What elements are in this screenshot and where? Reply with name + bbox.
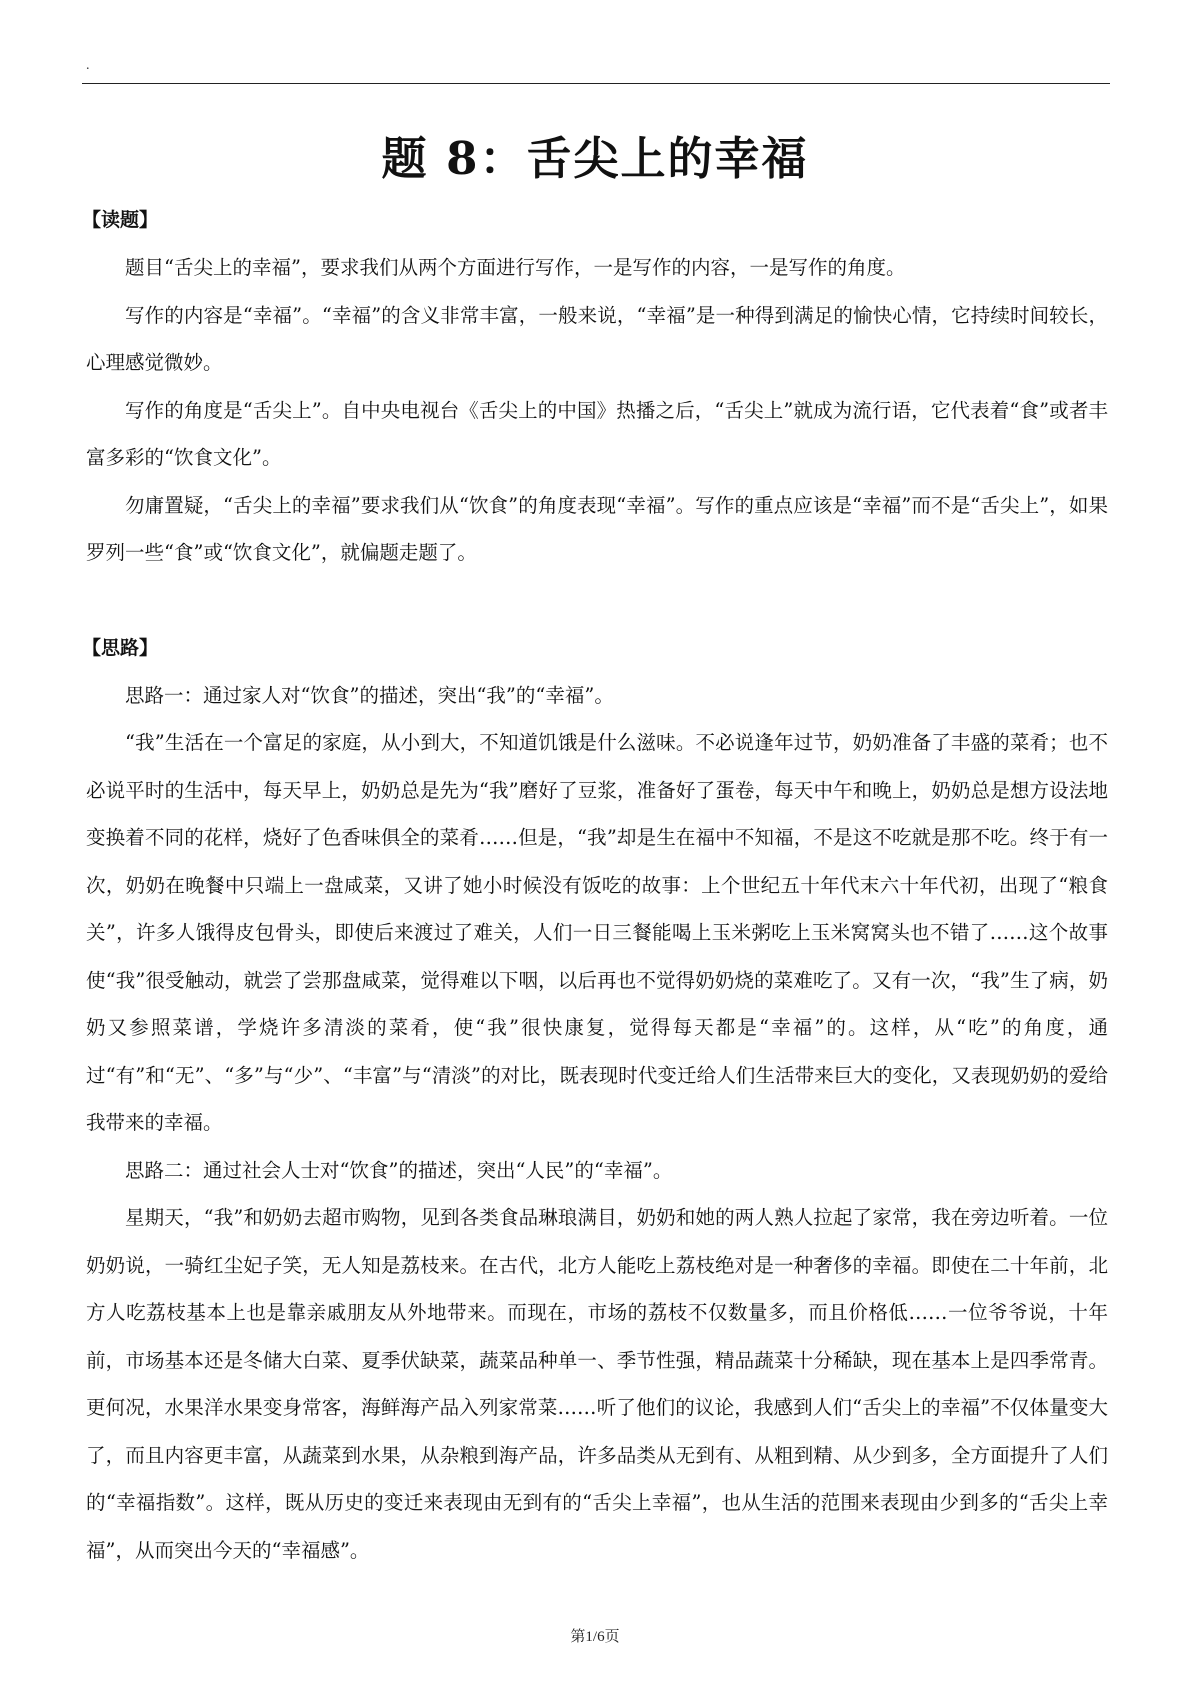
page-title: 题 8：舌尖上的幸福 — [381, 132, 809, 186]
header-rule — [82, 83, 1110, 84]
section-heading-ideas: 【思路】 — [82, 636, 159, 659]
paragraph: 思路一：通过家人对“饮食”的描述，突出“我”的“幸福”。 — [125, 683, 614, 707]
paragraph: “我”生活在一个富足的家庭，从小到大，不知道饥饿是什么滋味。不必说逢年过节，奶奶准备了丰盛的菜肴；也不必说平时的生活中，每天早上，奶奶总是先为“我”磨好了豆浆，准备好了蛋卷，每天中午和晚上，奶奶总是想方设法地变换着不同的花样，烧好了色香味俱全的菜肴……但是，“我”却是生在福中不知福，不是这不吃就是那不吃。终于有一次，奶奶在晚餐中只端上一盘咸菜，又讲了她小时候没有饭吃的故事：上个世纪五十年代末六十年代初，出现了“粮食关”，许多人饿得皮包骨头，即使后来渡过了难关，人们一日三餐能喝上玉米粥吃上玉米窝窝头也不错了……这个故事使“我”很受触动，就尝了尝那盘咸菜，觉得难以下咽，以后再也不觉得奶奶烧的菜难吃了。又有一次，“我”生了病，奶奶又参照菜谱，学烧许多清淡的菜肴，使“我”很快康复，觉得每天都是“幸福”的。这样，从“吃”的角度，通过“有”和“无”、“多”与“少”、“丰富”与“清淡”的对比，既表现时代变迁给人们生活带来巨大的变化，又表现奶奶的爱给我带来的幸福。 — [86, 731, 1108, 1134]
section-ideas — [82, 633, 1108, 1575]
section-reading — [82, 205, 1108, 577]
document-body — [82, 205, 1108, 1574]
section-spacer — [86, 577, 1108, 633]
section-heading-reading: 【读题】 — [82, 209, 159, 231]
header-mark: . — [86, 58, 90, 73]
paragraph: 写作的内容是“幸福”。“幸福”的含义非常丰富，一般来说，“幸福”是一种得到满足的愉快心情，它持续时间较长，心理感觉微妙。 — [86, 303, 1108, 374]
paragraph: 写作的角度是“舌尖上”。自中央电视台《舌尖上的中国》热播之后，“舌尖上”就成为流行语，它代表着“食”或者丰富多彩的“饮食文化”。 — [86, 398, 1108, 469]
paragraph: 星期天，“我”和奶奶去超市购物，见到各类食品琳琅满目，奶奶和她的两人熟人拉起了家常，我在旁边听着。一位奶奶说，一骑红尘妃子笑，无人知是荔枝来。在古代，北方人能吃上荔枝绝对是一种奢侈的幸福。即使在二十年前，北方人吃荔枝基本上也是靠亲戚朋友从外地带来。而现在，市场的荔枝不仅数量多，而且价格低……一位爷爷说，十年前，市场基本还是冬储大白菜、夏季伏缺菜，蔬菜品种单一、季节性强，精品蔬菜十分稀缺，现在基本上是四季常青。更何况，水果洋水果变身常客，海鲜海产品入列家常菜……听了他们的议论，我感到人们“舌尖上的幸福”不仅体量变大了，而且内容更丰富，从蔬菜到水果，从杂粮到海产品，许多品类从无到有、从粗到精、从少到多，全方面提升了人们的“幸福指数”。这样，既从历史的变迁来表现由无到有的“舌尖上幸福”，也从生活的范围来表现由少到多的“舌尖上幸福”，从而突出今天的“幸福感”。 — [86, 1206, 1108, 1562]
paragraph: 勿庸置疑，“舌尖上的幸福”要求我们从“饮食”的角度表现“幸福”。写作的重点应该是“幸福”而不是“舌尖上”，如果罗列一些“食”或“饮食文化”，就偏题走题了。 — [86, 493, 1108, 564]
paragraph: 思路二：通过社会人士对“饮食”的描述，突出“人民”的“幸福”。 — [125, 1158, 673, 1182]
page-number: 第1/6页 — [570, 1629, 620, 1645]
paragraph: 题目“舌尖上的幸福”，要求我们从两个方面进行写作，一是写作的内容，一是写作的角度。 — [125, 256, 906, 279]
